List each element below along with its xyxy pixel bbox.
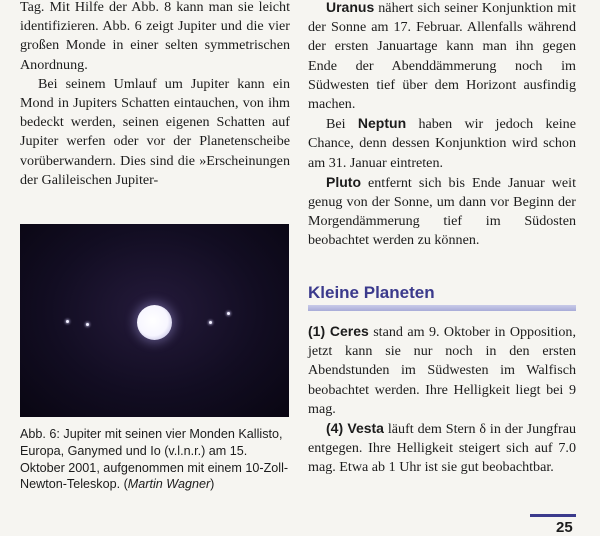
paragraph-text: stand am 9. Oktober in Opposition, jetzt kann sie nur noch in den ersten Abendstunden im Südwesten im Walfisch beobachtet werden. Ihre Helligkeit liegt bei 9 mag. (308, 324, 576, 417)
paragraph-neptun (308, 114, 576, 173)
paragraph-uranus (308, 0, 576, 114)
caption-end: ) (210, 477, 215, 492)
right-column (308, 0, 576, 251)
paragraph-ceres (308, 322, 576, 419)
paragraph-text: läuft dem Stern δ in der Jungfrau entgegen. Ihre Helligkeit steigert sich auf 7.0 mag. Etwa ab 1 Uhr ist sie gut beobachtbar. (308, 421, 576, 476)
left-column (20, 0, 290, 190)
heading-rule (308, 305, 576, 311)
asteroid-label: (1) Ceres (308, 323, 369, 339)
paragraph-vesta (308, 419, 576, 478)
section-body (308, 322, 576, 478)
moon-europa (86, 323, 89, 326)
paragraph: Bei seinem Umlauf um Jupiter kann ein Mond in Jupiters Schatten eintauchen, von ihm bedeckt werden, seinen eigenen Schatten auf Jupiter werfen oder vor der Planetenscheibe vorüberwandern. Dies sind die »Erscheinungen der Galileischen Jupiter- (20, 75, 290, 188)
paragraph-text: entfernt sich bis Ende Januar weit genug von der Sonne, um dann vor Beginn der Morgendämmerung tief im Südosten beobachtet werden zu können. (308, 174, 576, 249)
figure-caption (20, 426, 292, 493)
page-number-bar (530, 514, 576, 517)
moon-ganymed (209, 321, 212, 324)
paragraph-text: nähert sich seiner Konjunktion mit der Sonne am 17. Februar. Allenfalls während der ersten Januartage kann man ihn gegen Ende der Abenddämmerung noch im Südwesten tief über dem Horizont ausfindig machen. (308, 0, 576, 113)
planet-name: Uranus (326, 0, 375, 15)
paragraph-text: haben wir jedoch keine Chance, denn dessen Konjunktion wird schon am 31. Januar eintreten. (308, 116, 576, 171)
page-number: 25 (556, 519, 573, 536)
moon-kallisto (66, 320, 69, 323)
moon-io (227, 312, 230, 315)
paragraph-pluto (308, 173, 576, 251)
caption-text: Abb. 6: Jupiter mit seinen vier Monden Kallisto, Europa, Ganymed und Io (v.l.n.r.) am 15. Oktober 2001, aufgenommen mit einem 10-Zoll-Newton-Teleskop. ( (20, 427, 289, 492)
asteroid-label: (4) Vesta (326, 420, 384, 437)
paragraph-text: Bei (326, 116, 358, 133)
section-heading: Kleine Planeten (308, 283, 435, 302)
jupiter-photo (20, 224, 289, 417)
jupiter-disc (137, 305, 172, 340)
planet-name: Pluto (326, 173, 361, 190)
caption-credit: Martin Wagner (127, 477, 211, 492)
planet-name: Neptun (357, 115, 407, 132)
paragraph: Tag. Mit Hilfe der Abb. 8 kann man sie leicht identifizieren. Abb. 6 zeigt Jupiter und die vier großen Monde in einer selten symmetrischen Anordnung. (20, 0, 290, 73)
